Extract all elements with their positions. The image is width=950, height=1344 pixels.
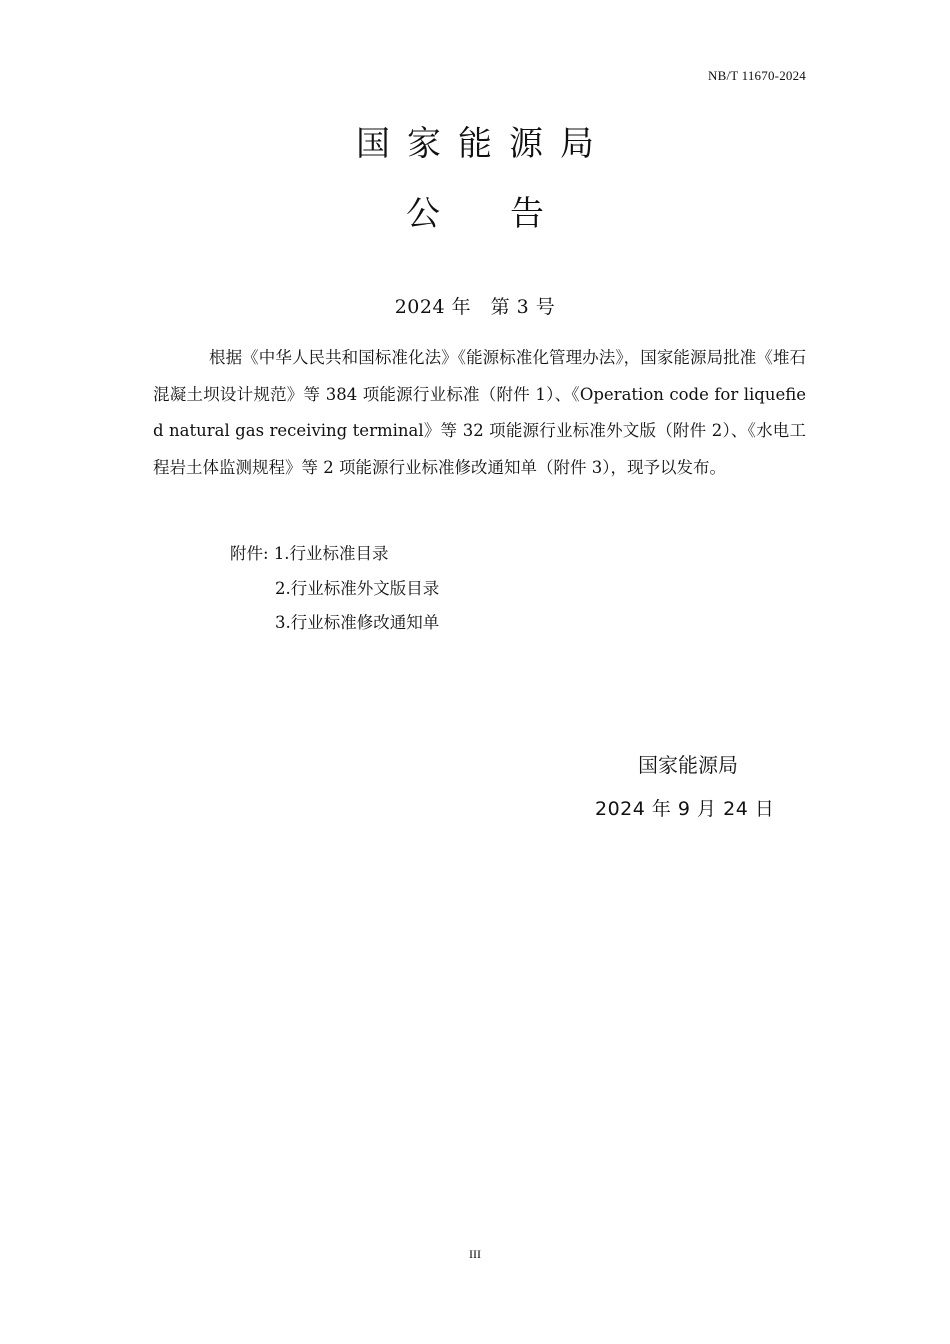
notice-title (0, 186, 950, 235)
notice-title-right: 告 (510, 194, 544, 234)
attachment-item: 2.行业标准外文版目录 (275, 578, 440, 598)
page-number: III (469, 1247, 481, 1261)
notice-title-left: 公 (406, 194, 440, 234)
announcement-body: 根据《中华人民共和国标准化法》《能源标准化管理办法》，国家能源局批准《堆石混凝土坝设计规范》等 384 项能源行业标准（附件 1）、《Operation code for liquefied natural gas receiving terminal》等 32 项能源行业标准外文版（附件 2）、《水电工程岩土体监测规程》等 2 项能源行业标准修改通知单（附件 3），现予以发布。 (153, 348, 806, 477)
signature-date: 2024 年 9 月 24 日 (595, 798, 775, 820)
issuer-title: 国家能源局 (356, 124, 611, 164)
signature-organization: 国家能源局 (638, 753, 738, 777)
standard-code: NB/T 11670-2024 (708, 68, 806, 83)
attachment-item: 附件: 1.行业标准目录 (230, 544, 389, 563)
attachments-list (230, 537, 439, 641)
issue-number: 2024 年 第 3 号 (394, 296, 556, 318)
attachments-label: 附件: (230, 544, 274, 563)
attachment-item: 3.行业标准修改通知单 (275, 613, 440, 632)
